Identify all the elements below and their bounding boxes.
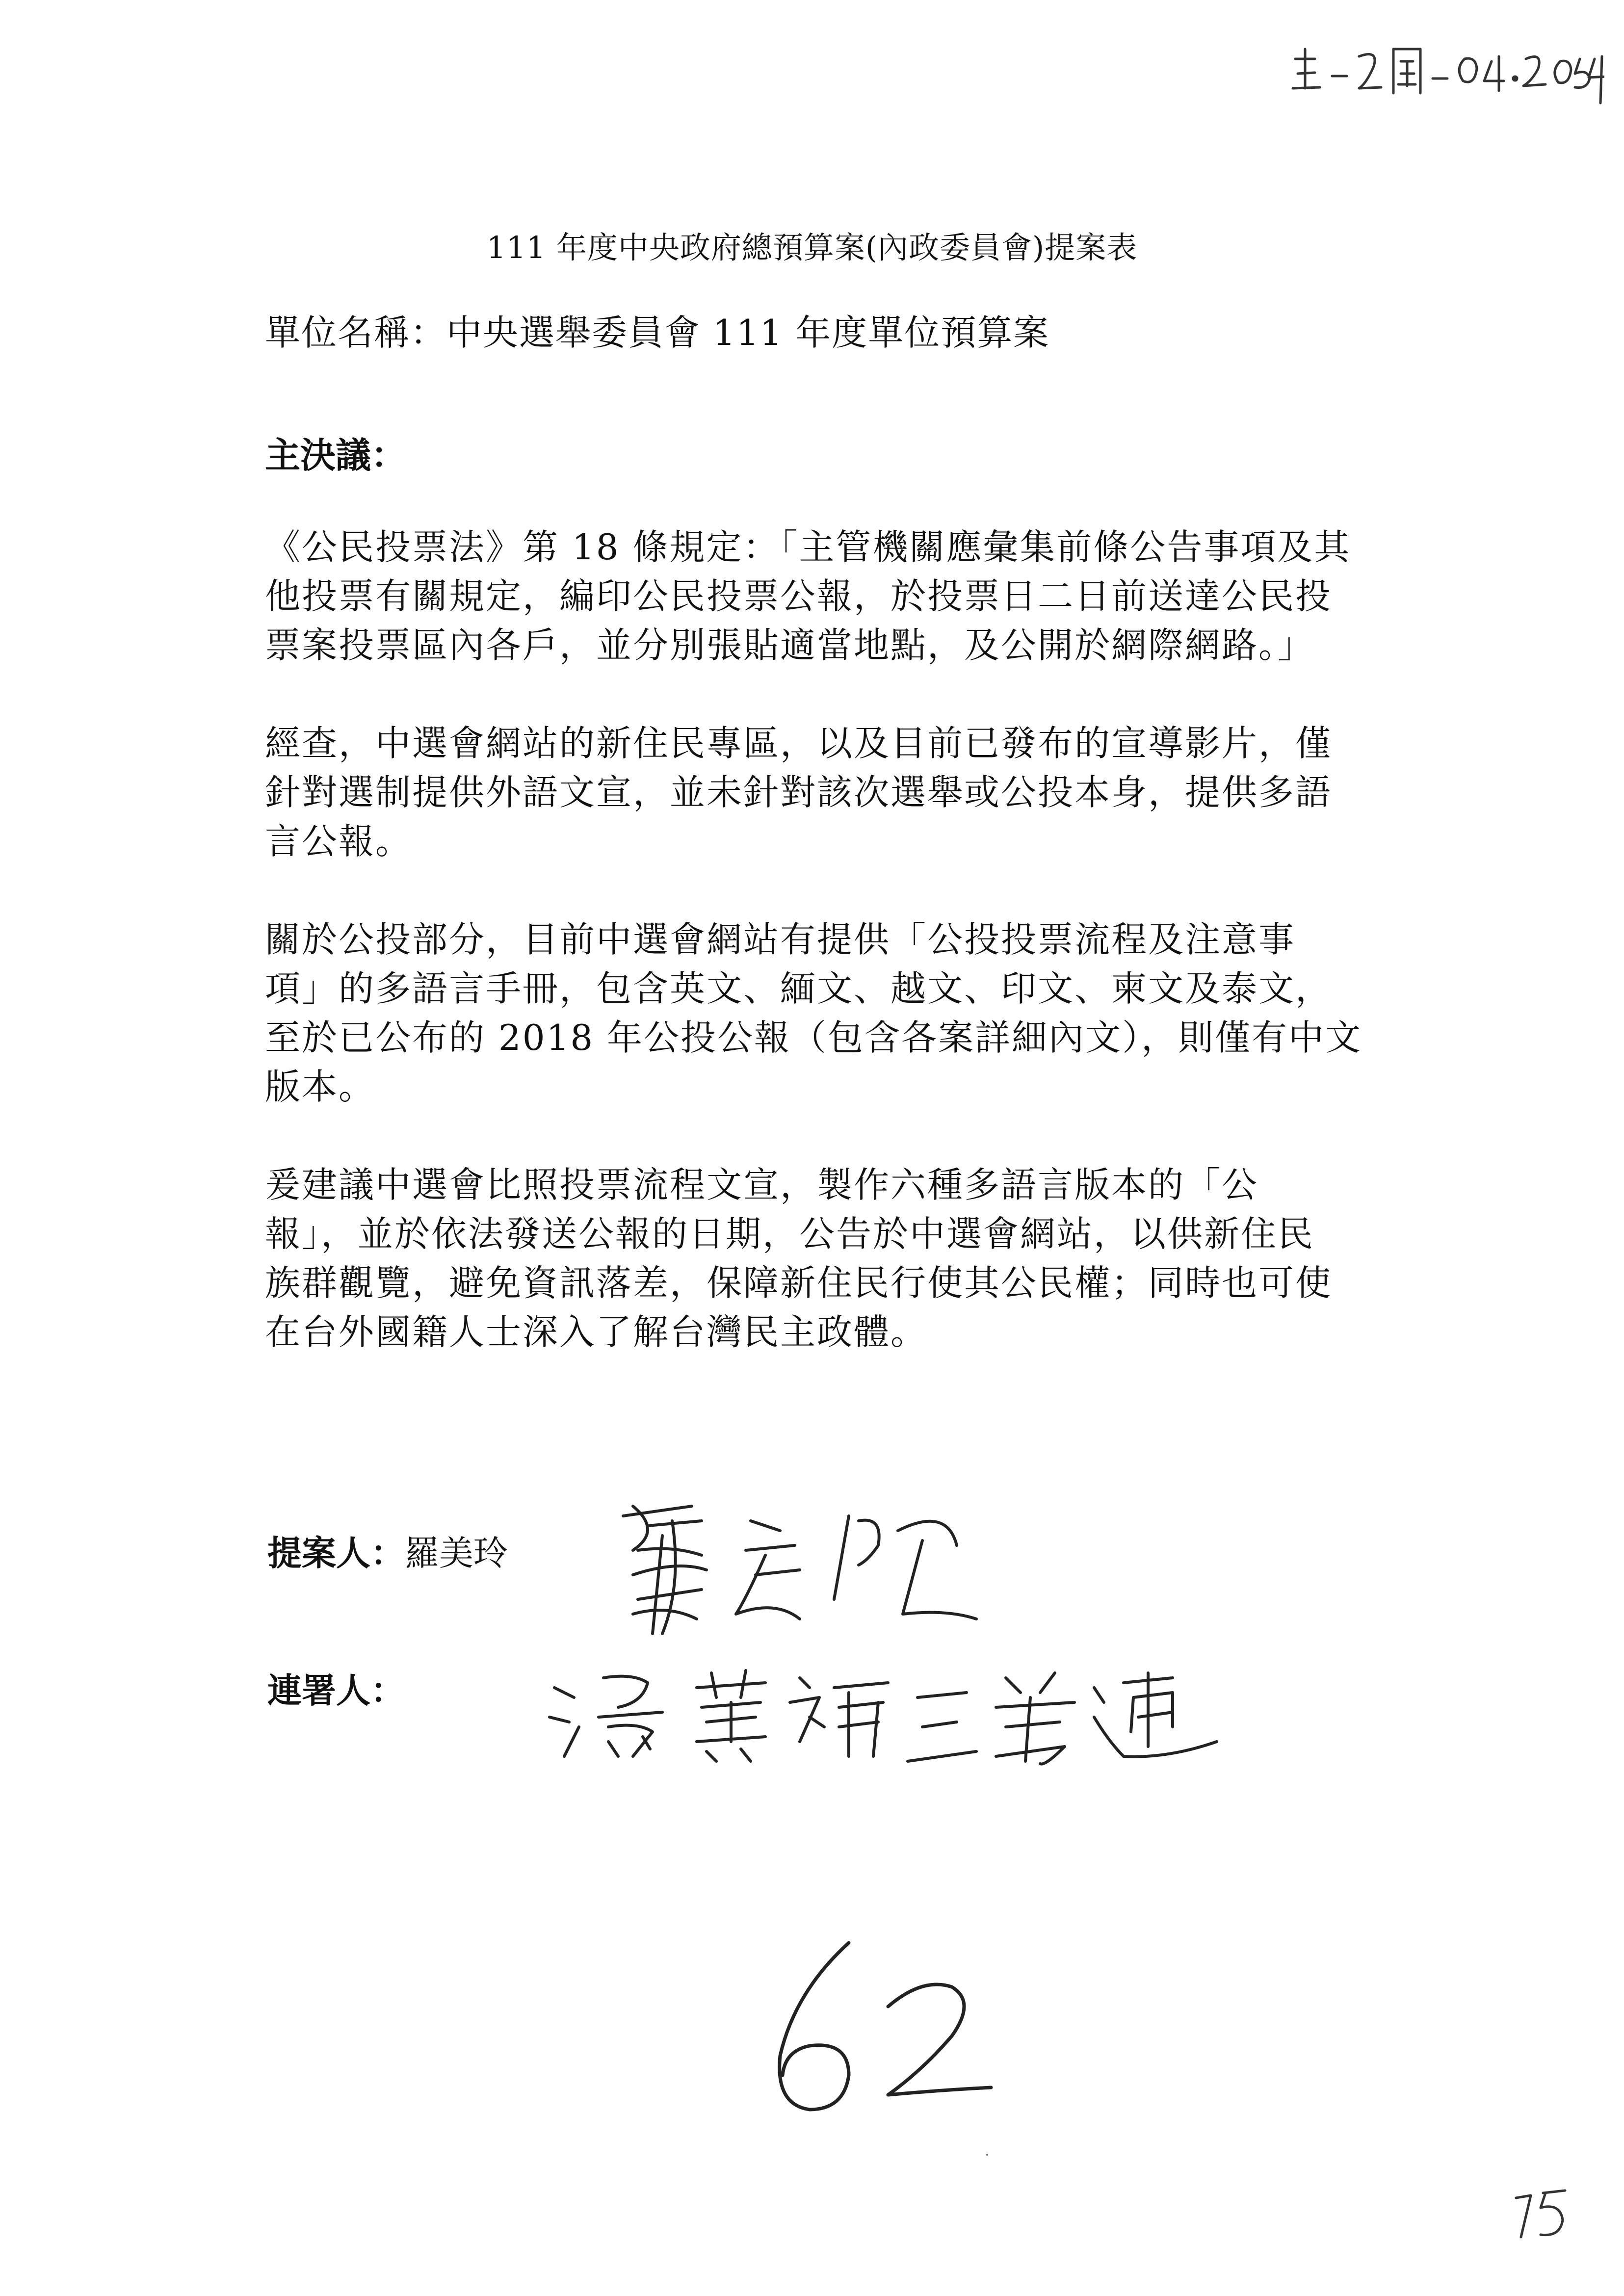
cosigner-label: 連署人： [267,1670,405,1711]
paragraph-line: 經查，中選會網站的新住民專區，以及目前已發布的宣導影片，僅 [265,723,1333,764]
unit-name: 單位名稱：中央選舉委員會 111 年度單位預算案 [265,312,1050,353]
proposer-line [267,1526,508,1575]
paragraph-line: 爰建議中選會比照投票流程文宣，製作六種多語言版本的「公 [265,1164,1259,1205]
handwritten-page-number [746,1933,1001,2119]
paragraph-line: 針對選制提供外語文宣，並未針對該次選舉或公投本身，提供多語 [265,772,1333,813]
paragraph [265,1160,1403,1357]
stamp-text: 主-2閏-04·2054 [1281,29,1284,30]
paragraph [265,915,1403,1111]
cosigner-line [267,1663,405,1713]
paragraph-line: 報」，並於依法發送公報的日期，公告於中選會網站，以供新住民 [265,1213,1315,1254]
corner-mark [1511,2178,1580,2247]
proposer-name: 羅美玲 [405,1533,508,1573]
proposer-label: 提案人： [267,1533,405,1573]
handwritten-stamp [1281,29,1604,113]
speck [986,2154,988,2156]
proposer-signature [603,1487,986,1644]
paragraph [265,719,1403,866]
paragraph-line: 他投票有關規定，編印公民投票公報，於投票日二日前送達公民投 [265,575,1333,617]
paragraph [265,522,1403,670]
paragraph-line: 族群觀覽，避免資訊落差，保障新住民行使其公民權；同時也可使 [265,1262,1333,1304]
paragraph-line: 至於已公布的 2018 年公投公報（包含各案詳細內文），則僅有中文 [265,1017,1362,1058]
resolution-body [265,522,1403,1406]
paragraph-line: 項」的多語言手冊，包含英文、緬文、越文、印文、柬文及泰文， [265,968,1333,1009]
paragraph-line: 關於公投部分，目前中選會網站有提供「公投投票流程及注意事 [265,919,1296,960]
paragraph-line: 版本。 [265,1066,376,1107]
paragraph-line: 言公報。 [265,821,413,862]
page-title: 111 年度中央政府總預算案(內政委員會)提案表 [486,230,1138,265]
resolution-heading: 主決議： [265,435,407,476]
corner-mark-text: 75 [1511,2178,1512,2179]
cosigner-signature [535,1644,1222,1771]
paragraph-line: 票案投票區內各戶，並分別張貼適當地點，及公開於網際網路。」 [265,625,1315,666]
paragraph-line: 在台外國籍人士深入了解台灣民主政體。 [265,1311,928,1353]
paragraph-line: 《公民投票法》第 18 條規定：「主管機關應彙集前條公告事項及其 [265,526,1351,568]
